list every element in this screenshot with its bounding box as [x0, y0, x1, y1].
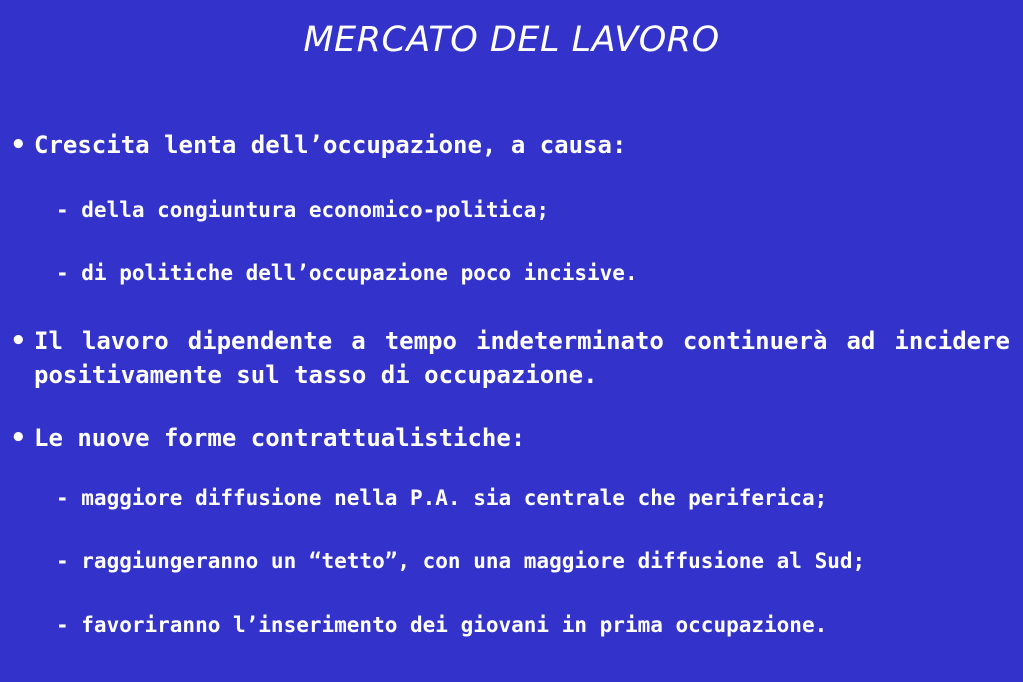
bullet-text: Il lavoro dipendente a tempo indeterminato continuerà ad incidere positivamente sul tasso di occupazione.: [34, 327, 1010, 389]
bullet-text: Le nuove forme contrattualistiche:: [34, 424, 526, 452]
bullet-item: [10, 324, 1010, 392]
sub-item: - di politiche dell’occupazione poco incisive.: [56, 261, 638, 285]
slide-title: MERCATO DEL LAVORO: [303, 20, 720, 60]
bullet-dot-icon: •: [10, 326, 27, 356]
bullet-dot-icon: •: [10, 130, 27, 160]
sub-item: - raggiungeranno un “tetto”, con una maggiore diffusione al Sud;: [56, 549, 866, 573]
bullet-dot-icon: •: [10, 423, 27, 453]
sub-item: - maggiore diffusione nella P.A. sia centrale che periferica;: [56, 486, 828, 510]
bullet-item: [10, 421, 1010, 455]
sub-item: - della congiuntura economico-politica;: [56, 198, 550, 222]
bullet-item: [10, 128, 1010, 162]
bullet-text: Crescita lenta dell’occupazione, a causa:: [34, 131, 627, 159]
sub-item: - favoriranno l’inserimento dei giovani in prima occupazione.: [56, 613, 828, 637]
